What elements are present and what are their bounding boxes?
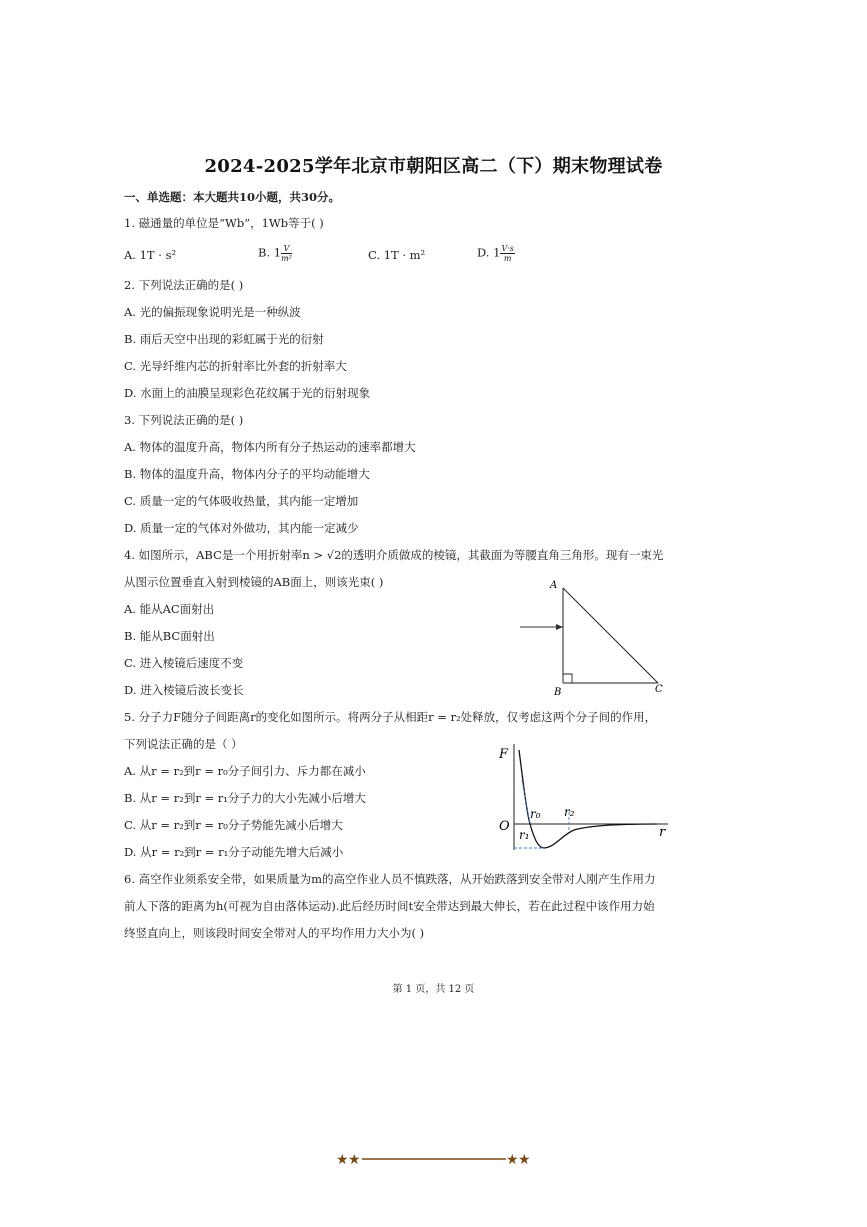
q1-option-b-fraction <box>281 244 292 263</box>
q3-stem: 3. 下列说法正确的是( ) <box>124 413 244 427</box>
q5-label-r1: r₁ <box>519 828 530 842</box>
page-footer: 第 1 页，共 12 页 <box>392 984 475 995</box>
q1-option-c: C. 1T · m² <box>368 248 426 262</box>
q5-stem-line2: 下列说法正确的是（ ） <box>124 737 243 751</box>
q2-option-d: D. 水面上的油膜呈现彩色花纹属于光的衍射现象 <box>124 386 371 400</box>
q5-option-c: C. 从r = r₂到r = r₀分子势能先减小后增大 <box>124 818 343 832</box>
q5-force-curve <box>519 750 657 848</box>
q2-option-c: C. 光导纤维内芯的折射率比外套的折射率大 <box>124 359 347 373</box>
q4-stem-line1: 4. 如图所示，ABC是一个用折射率n > √2的透明介质做成的棱镜，其截面为等腰直角三角形。现有一束光 <box>124 548 664 562</box>
q6-line2: 前人下落的距离为h(可视为自由落体运动).此后经历时间t安全带达到最大伸长，若在此过程中该作用力始 <box>124 899 655 913</box>
q5-force-graph <box>492 740 677 858</box>
star-icon: ★ <box>506 1152 519 1168</box>
bottom-ornament <box>336 1150 532 1170</box>
q1-option-b-denominator: m² <box>281 254 292 263</box>
q4-side-ac <box>563 588 658 683</box>
q1-option-d <box>477 244 515 263</box>
q1-option-d-prefix: D. 1 <box>477 245 501 260</box>
q1-option-b-numerator: V <box>281 244 292 254</box>
star-icon: ★ <box>518 1152 531 1168</box>
q4-option-d: D. 进入棱镜后波长变长 <box>124 683 244 697</box>
q4-option-a: A. 能从AC面射出 <box>124 602 215 616</box>
q5-option-b: B. 从r = r₂到r = r₁分子力的大小先减小后增大 <box>124 791 366 805</box>
q3-option-a: A. 物体的温度升高，物体内所有分子热运动的速率都增大 <box>124 440 416 454</box>
q1-option-a: A. 1T · s² <box>124 248 177 262</box>
q4-label-c: C <box>655 684 663 695</box>
q6-line3: 终竖直向上，则该段时间安全带对人的平均作用力大小为( ) <box>124 926 425 940</box>
q3-option-c: C. 质量一定的气体吸收热量，其内能一定增加 <box>124 494 359 508</box>
q1-option-d-fraction <box>500 244 514 263</box>
star-icon: ★ <box>336 1152 349 1168</box>
q4-right-angle-mark <box>563 674 572 683</box>
q4-option-b: B. 能从BC面射出 <box>124 629 215 643</box>
q5-label-r0: r₀ <box>530 807 541 821</box>
q4-prism-figure <box>512 575 672 700</box>
q1-option-d-denominator: m <box>503 254 512 263</box>
q2-option-a: A. 光的偏振现象说明光是一种纵波 <box>124 305 301 319</box>
q4-label-a: A <box>550 580 558 591</box>
q3-option-b: B. 物体的温度升高，物体内分子的平均动能增大 <box>124 467 370 481</box>
q5-label-r2: r₂ <box>564 805 575 819</box>
q4-ray-arrowhead <box>556 624 563 630</box>
star-icon: ★ <box>348 1152 361 1168</box>
q1-option-b-prefix: B. 1 <box>258 245 282 260</box>
section-heading: 一、单选题：本大题共10小题，共30分。 <box>124 190 341 204</box>
q5-label-f: F <box>499 747 509 762</box>
q5-label-r: r <box>659 825 666 840</box>
q5-option-a: A. 从r = r₂到r = r₀分子间引力、斥力都在减小 <box>124 764 366 778</box>
q6-line1: 6. 高空作业须系安全带，如果质量为m的高空作业人员不慎跌落，从开始跌落到安全带对人刚产生作用力 <box>124 872 656 886</box>
q3-option-d: D. 质量一定的气体对外做功，其内能一定减少 <box>124 521 359 535</box>
q1-option-d-numerator: V·s <box>501 244 514 253</box>
q2-option-b: B. 雨后天空中出现的彩虹属于光的衍射 <box>124 332 324 346</box>
q4-stem-line2: 从图示位置垂直入射到棱镜的AB面上，则该光束( ) <box>124 575 384 589</box>
q5-option-d: D. 从r = r₂到r = r₁分子动能先增大后减小 <box>124 845 344 859</box>
q4-label-b: B <box>554 687 562 698</box>
q1-stem: 1. 磁通量的单位是“Wb”，1Wb等于( ) <box>124 216 324 230</box>
q4-option-c: C. 进入棱镜后速度不变 <box>124 656 244 670</box>
q5-stem-line1: 5. 分子力F随分子间距离r的变化如图所示。将两分子从相距r = r₂处释放，仅考虑这两个分子间的作用， <box>124 710 657 724</box>
q2-stem: 2. 下列说法正确的是( ) <box>124 278 244 292</box>
page-title: 2024-2025学年北京市朝阳区高二（下）期末物理试卷 <box>204 156 663 177</box>
q1-option-b <box>258 244 292 263</box>
q5-label-o: O <box>499 819 510 834</box>
